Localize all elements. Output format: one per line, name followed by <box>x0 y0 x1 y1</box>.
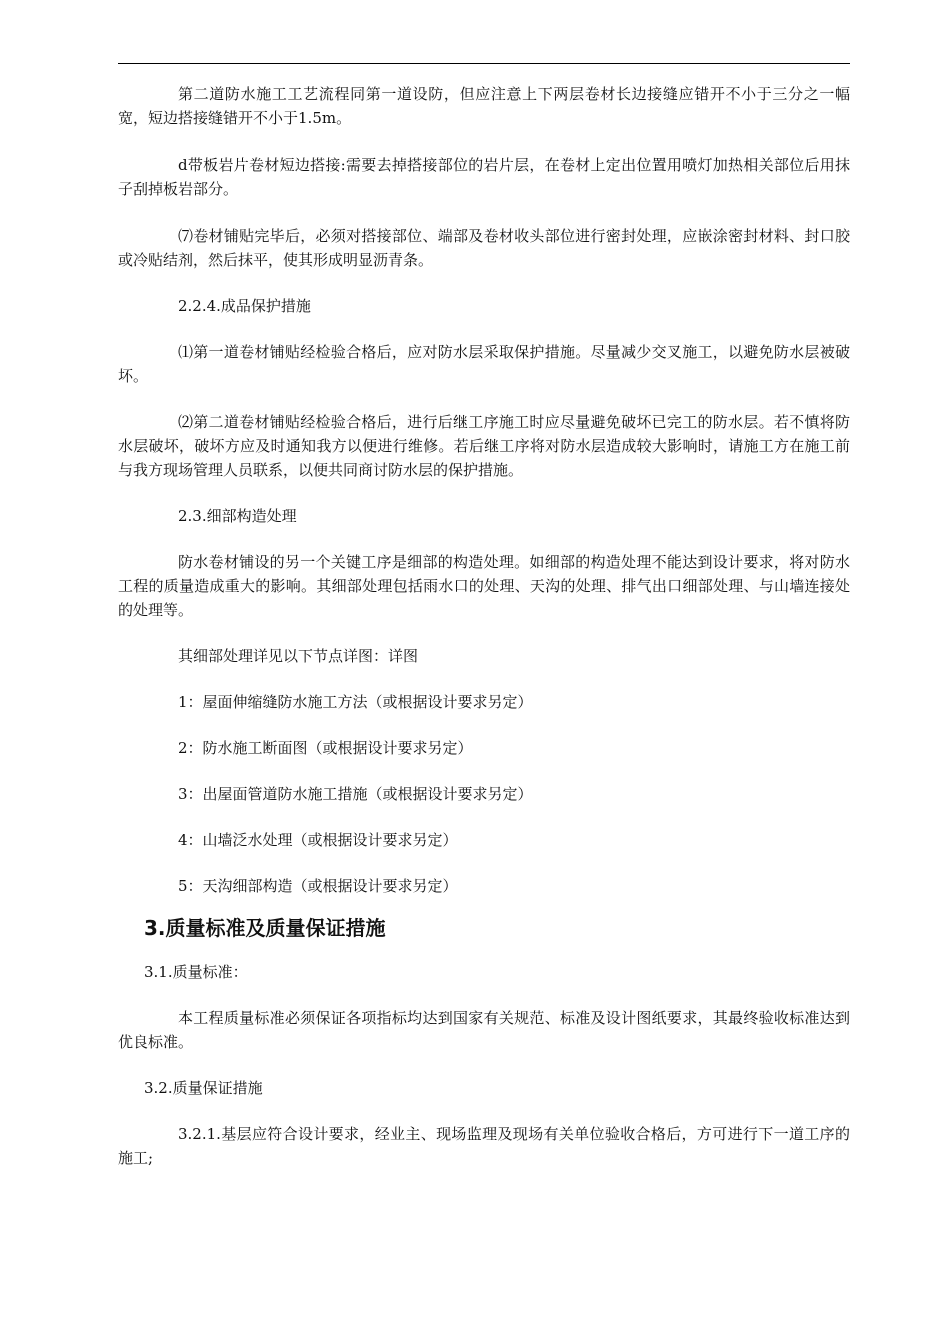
document-body <box>118 82 850 1170</box>
paragraph-3-2-1: 3.2.1.基层应符合设计要求，经业主、现场监理及现场有关单位验收合格后，方可进行下一道工序的施工; <box>118 1125 850 1167</box>
paragraph-second-layer: 第二道防水施工工艺流程同第一道设防，但应注意上下两层卷材长边接缝应错开不小于三分之一幅宽，短边搭接缝错开不小于1.5m。 <box>118 85 850 127</box>
paragraph-detail-treatment: 防水卷材铺设的另一个关键工序是细部的构造处理。如细部的构造处理不能达到设计要求，将对防水工程的质量造成重大的影响。其细部处理包括雨水口的处理、天沟的处理、排气出口细部处理、与山墙连接处的处理等。 <box>118 553 850 619</box>
paragraph-detail-drawings: 其细部处理详见以下节点详图：详图 <box>178 647 419 665</box>
list-item: 1：屋面伸缩缝防水施工方法（或根据设计要求另定） <box>178 693 533 711</box>
paragraph-sealing: ⑺卷材铺贴完毕后，必须对搭接部位、端部及卷材收头部位进行密封处理，应嵌涂密封材料、封口胶或冷贴结剂，然后抹平，使其形成明显沥青条。 <box>118 227 850 269</box>
paragraph-slate-overlap: d带板岩片卷材短边搭接:需要去掉搭接部位的岩片层，在卷材上定出位置用喷灯加热相关部位后用抹子刮掉板岩部分。 <box>118 156 850 198</box>
paragraph-protection-1: ⑴第一道卷材铺贴经检验合格后，应对防水层采取保护措施。尽量减少交叉施工，以避免防水层被破坏。 <box>118 343 850 385</box>
paragraph-quality-standard: 本工程质量标准必须保证各项指标均达到国家有关规范、标准及设计图纸要求，其最终验收标准达到优良标准。 <box>118 1009 850 1051</box>
list-item: 5：天沟细部构造（或根据设计要求另定） <box>178 877 458 895</box>
section-heading-3-1: 3.1.质量标准： <box>144 963 248 981</box>
header-rule <box>118 63 850 64</box>
section-heading-2-2-4: 2.2.4.成品保护措施 <box>178 297 311 315</box>
section-heading-2-3: 2.3.细部构造处理 <box>178 507 297 525</box>
paragraph-protection-2: ⑵第二道卷材铺贴经检验合格后，进行后继工序施工时应尽量避免破坏已完工的防水层。若不慎将防水层破坏，破坏方应及时通知我方以便进行维修。若后继工序将对防水层造成较大影响时，请施工方在施工前与我方现场管理人员联系，以便共同商讨防水层的保护措施。 <box>118 413 850 479</box>
section-heading-3-2: 3.2.质量保证措施 <box>144 1079 263 1097</box>
chapter-heading-3: 3.质量标准及质量保证措施 <box>144 916 386 940</box>
list-item: 3：出屋面管道防水施工措施（或根据设计要求另定） <box>178 785 533 803</box>
list-item: 4：山墙泛水处理（或根据设计要求另定） <box>178 831 458 849</box>
list-item: 2：防水施工断面图（或根据设计要求另定） <box>178 739 473 757</box>
